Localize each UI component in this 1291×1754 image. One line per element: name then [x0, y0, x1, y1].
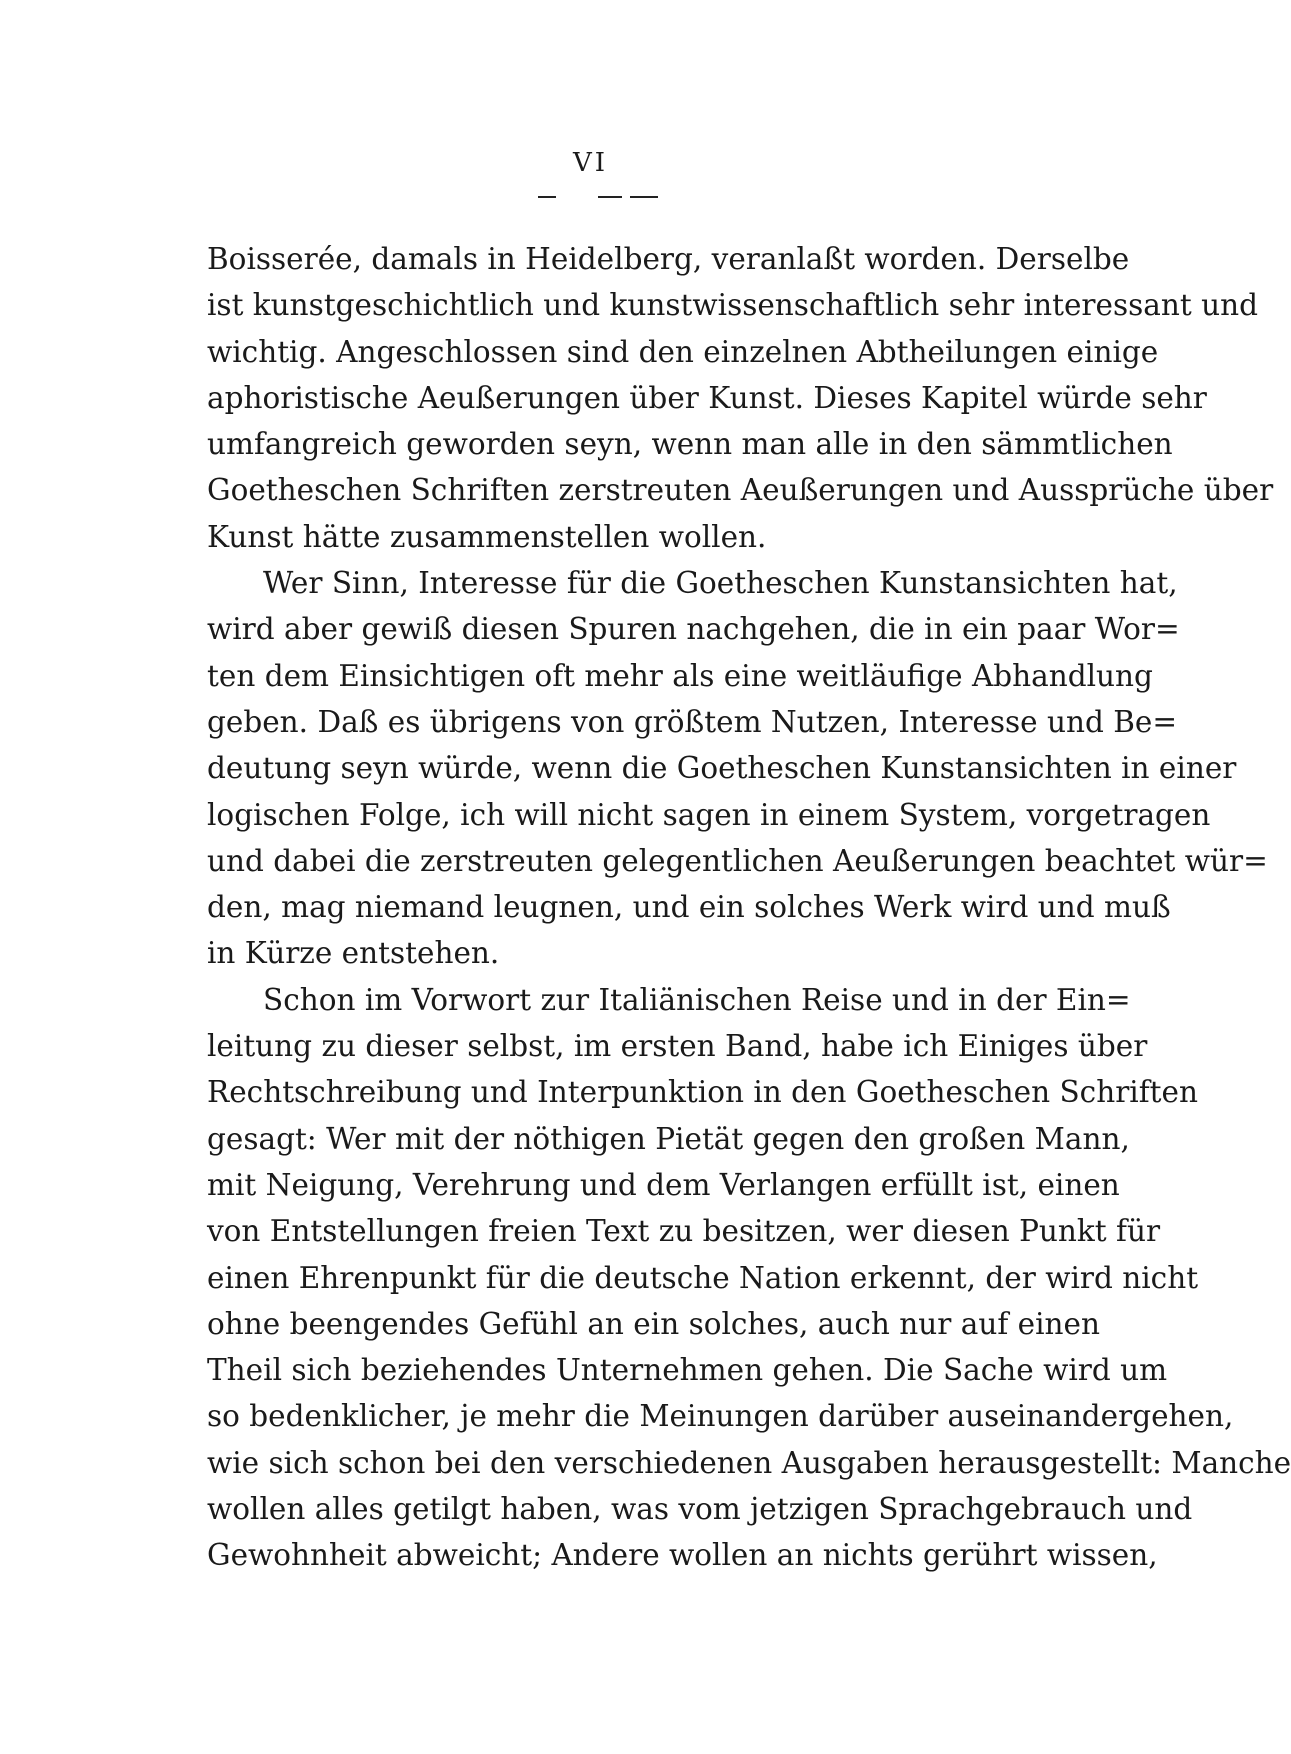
text-line: umfangreich geworden seyn, wenn man alle in den sämmtlichen [207, 427, 1173, 462]
text-line: einen Ehrenpunkt für die deutsche Nation erkennt, der wird nicht [207, 1260, 1199, 1295]
text-line: so bedenklicher, je mehr die Meinungen darüber auseinandergehen, [207, 1399, 1234, 1434]
text-line: aphoristische Aeußerungen über Kunst. Dieses Kapitel würde sehr [207, 380, 1207, 415]
body-text [207, 236, 1291, 1579]
text-line: Theil sich beziehendes Unternehmen gehen. Die Sache wird um [207, 1353, 1168, 1388]
text-line: mit Neigung, Verehrung und dem Verlangen erfüllt ist, einen [207, 1167, 1120, 1202]
text-line: ist kunstgeschichtlich und kunstwissenschaftlich sehr interessant und [207, 288, 1258, 323]
text-line: gesagt: Wer mit der nöthigen Pietät gegen den großen Mann, [207, 1121, 1130, 1156]
text-line: Wer Sinn, Interesse für die Goetheschen Kunstansichten hat, [263, 566, 1178, 601]
text-line: wird aber gewiß diesen Spuren nachgehen, die in ein paar Wor= [207, 612, 1180, 647]
text-line: wie sich schon bei den verschiedenen Ausgaben herausgestellt: Manche [207, 1445, 1291, 1480]
page-number: VI [572, 148, 609, 178]
text-line: den, mag niemand leugnen, und ein solches Werk wird und muß [207, 890, 1171, 925]
text-line: deutung seyn würde, wenn die Goetheschen Kunstansichten in einer [207, 751, 1237, 786]
text-line: Schon im Vorwort zur Italiänischen Reise und in der Ein= [263, 982, 1131, 1017]
text-line: leitung zu dieser selbst, im ersten Band, habe ich Einiges über [207, 1029, 1148, 1064]
text-line: Boisserée, damals in Heidelberg, veranlaßt worden. Derselbe [207, 242, 1130, 276]
text-line: wichtig. Angeschlossen sind den einzelnen Abtheilungen einige [207, 334, 1159, 369]
text-line: wollen alles getilgt haben, was vom jetzigen Sprachgebrauch und [207, 1492, 1193, 1527]
text-line: Rechtschreibung und Interpunktion in den Goetheschen Schriften [207, 1075, 1198, 1110]
text-line: von Entstellungen freien Text zu besitzen, wer diesen Punkt für [207, 1214, 1161, 1249]
text-line: ohne beengendes Gefühl an ein solches, auch nur auf einen [207, 1306, 1100, 1341]
text-line: ten dem Einsichtigen oft mehr als eine weitläufige Abhandlung [207, 658, 1153, 693]
paragraph [207, 560, 1268, 977]
header-rule [538, 196, 658, 199]
text-line: und dabei die zerstreuten gelegentlichen Aeußerungen beachtet wür= [207, 843, 1268, 878]
text-line: geben. Daß es übrigens von größtem Nutzen, Interesse und Be= [207, 704, 1178, 739]
text-line: Kunst hätte zusammenstellen wollen. [207, 519, 767, 554]
paragraph [207, 977, 1291, 1579]
text-line: Gewohnheit abweicht; Andere wollen an nichts gerührt wissen, [207, 1538, 1158, 1573]
text-line: in Kürze entstehen. [207, 936, 500, 971]
text-line: Goetheschen Schriften zerstreuten Aeußerungen und Aussprüche über [207, 473, 1274, 508]
text-line: logischen Folge, ich will nicht sagen in einem System, vorgetragen [207, 797, 1211, 832]
paragraph [207, 236, 1274, 560]
